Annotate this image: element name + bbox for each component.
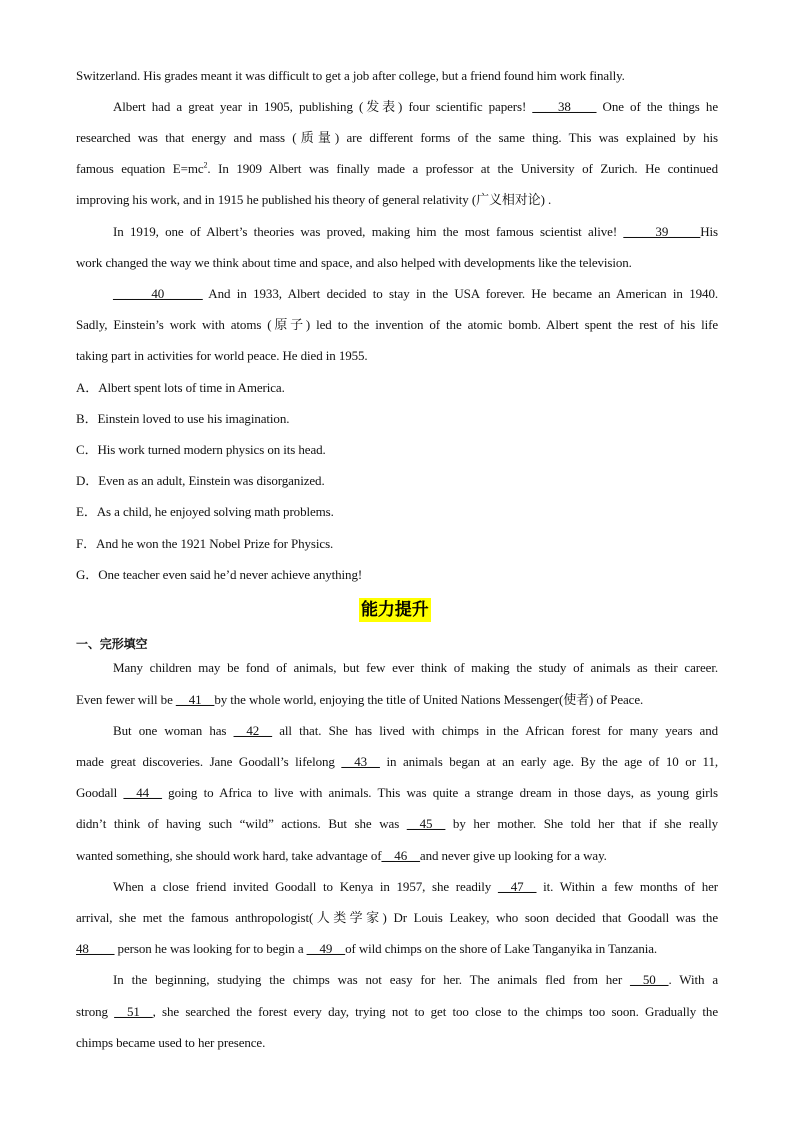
option-g: G．One teacher even said he’d never achieve anything! (76, 567, 363, 582)
answer-blank-40[interactable]: ______40______ (113, 286, 203, 301)
answer-blank-51[interactable]: __51__ (114, 1004, 153, 1019)
cloze-line: wanted something, she should work hard, take advantage of__46__and never give up looking for a way. (76, 848, 607, 863)
passage-line: work changed the way we think about time and space, and also helped with developments like the television. (76, 255, 632, 270)
answer-blank-46[interactable]: __46__ (381, 848, 420, 863)
answer-blank-45[interactable]: __45__ (406, 816, 446, 831)
cloze-line: 48____ person he was looking for to begin a __49__of wild chimps on the shore of Lake Tanganyika in Tanzania. (76, 941, 658, 956)
answer-blank-39[interactable]: _____39_____ (623, 224, 701, 239)
section-subheading: 一、完形填空 (76, 637, 148, 651)
passage-line: Albert had a great year in 1905, publishing (发表) four scientific papers! ____38____ One of the things he (113, 99, 718, 114)
passage-line: improving his work, and in 1915 he published his theory of general relativity (广义相对论) . (76, 192, 552, 207)
cloze-line: But one woman has __42__ all that. She has lived with chimps in the African forest for many years and (113, 723, 718, 738)
option-b: B．Einstein loved to use his imagination. (76, 411, 290, 426)
option-a: A．Albert spent lots of time in America. (76, 380, 285, 395)
answer-blank-44[interactable]: __44__ (123, 785, 162, 800)
answer-blank-41[interactable]: __41__ (175, 692, 215, 707)
cloze-line: strong __51__, she searched the forest every day, trying not to get too close to the chimps too soon. Gradually the (76, 1004, 718, 1019)
answer-blank-50[interactable]: __50__ (630, 972, 669, 987)
section-heading: 能力提升 (361, 600, 429, 620)
cloze-line: When a close friend invited Goodall to Kenya in 1957, she readily __47__ it. Within a few months of her (113, 879, 718, 894)
passage-line: ______40______ And in 1933, Albert decided to stay in the USA forever. He became an American in 1940. (113, 286, 718, 301)
answer-blank-38[interactable]: ____38____ (532, 99, 597, 114)
cloze-line: Many children may be fond of animals, but few ever think of making the study of animals as their career. (113, 660, 718, 675)
option-e: E．As a child, he enjoyed solving math problems. (76, 504, 334, 519)
cloze-line: chimps became used to her presence. (76, 1035, 266, 1050)
passage-line: Sadly, Einstein’s work with atoms (原子) led to the invention of the atomic bomb. Albert spent the rest of his life (76, 317, 718, 332)
cloze-line: Goodall __44__ going to Africa to live with animals. This was quite a strange dream in those days, as young girls (76, 785, 718, 800)
answer-blank-48[interactable]: 48____ (76, 941, 115, 956)
option-c: C．His work turned modern physics on its head. (76, 442, 326, 457)
passage-line: researched was that energy and mass (质量) are different forms of the same thing. This was explained by his (76, 130, 718, 145)
passage-line: In 1919, one of Albert’s theories was proved, making him the most famous scientist alive! _____39_____His (113, 224, 718, 239)
passage-line: famous equation $E=mc^2$. In 1909 Albert was finally made a professor at the University of Zurich. He continued (76, 160, 718, 176)
answer-blank-47[interactable]: __47__ (497, 879, 537, 894)
option-d: D．Even as an adult, Einstein was disorganized. (76, 473, 325, 488)
cloze-line: arrival, she met the famous anthropologist(人类学家) Dr Louis Leakey, who soon decided that Goodall was the (76, 910, 718, 925)
cloze-line: Even fewer will be __41__by the whole world, enjoying the title of United Nations Messenger(使者) of Peace. (76, 692, 644, 707)
answer-blank-42[interactable]: __42__ (233, 723, 272, 738)
answer-blank-49[interactable]: __49__ (306, 941, 346, 956)
answer-blank-43[interactable]: __43__ (341, 754, 380, 769)
cloze-line: didn’t think of having such “wild” actions. But she was __45__ by her mother. She told her that if she really (76, 816, 718, 831)
option-f: F．And he won the 1921 Nobel Prize for Physics. (76, 536, 334, 551)
cloze-line: made great discoveries. Jane Goodall’s lifelong __43__ in animals began at an early age. By the age of 10 or 11, (76, 754, 718, 769)
passage-line: taking part in activities for world peace. He died in 1955. (76, 348, 368, 363)
passage-line: Switzerland. His grades meant it was difficult to get a job after college, but a friend found him work finally. (76, 68, 625, 83)
cloze-line: In the beginning, studying the chimps was not easy for her. The animals fled from her __50__. With a (113, 972, 718, 987)
